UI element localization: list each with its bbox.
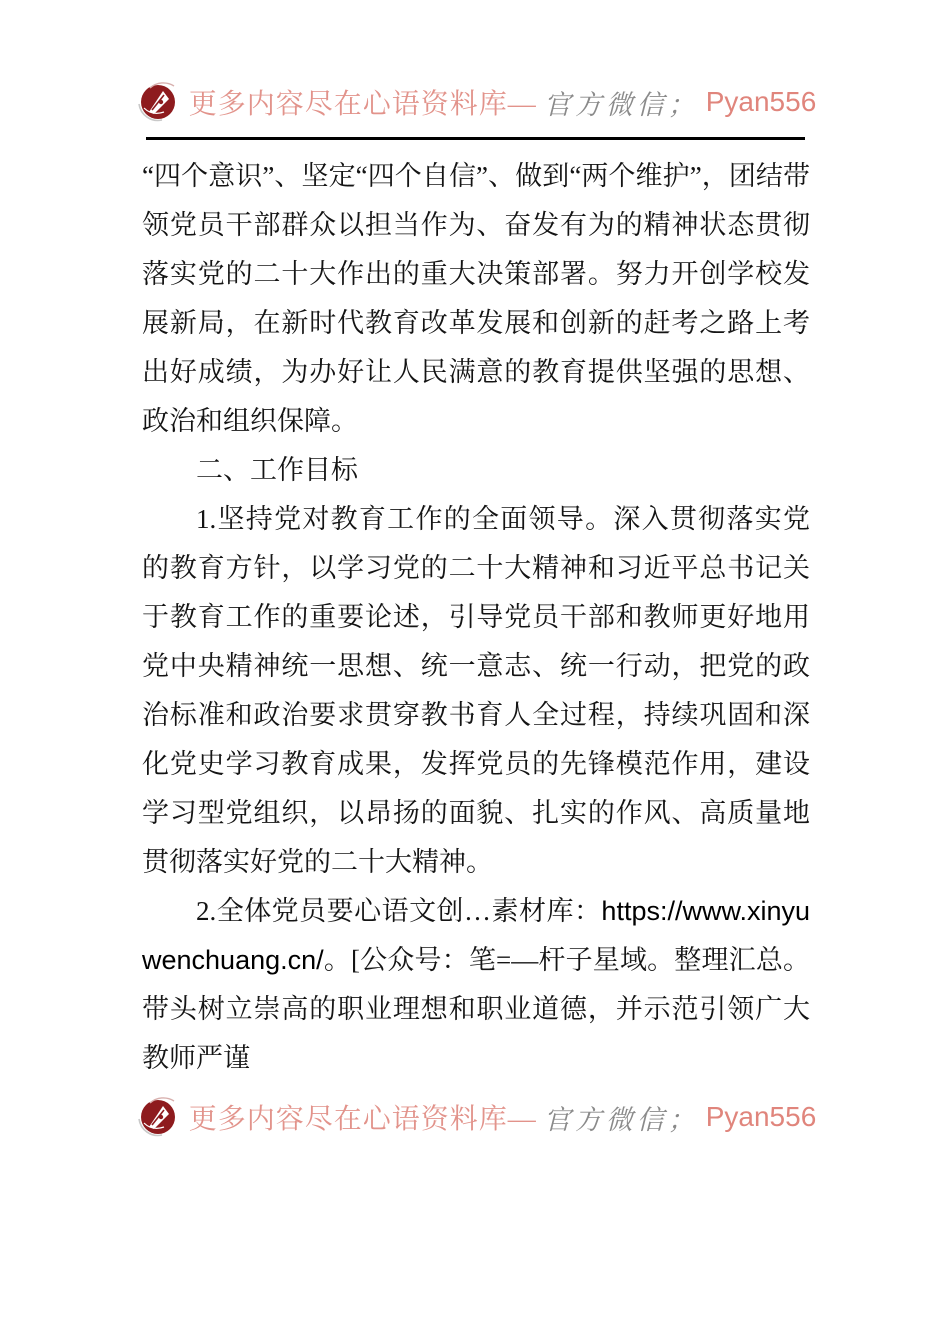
- paragraph-item-2-suffix: 。[公众号：笔=—杆子星域。整理汇总。带头树立崇高的职业理想和职业道德，并示范引领广大教师严谨: [142, 945, 810, 1073]
- section-heading: 二、工作目标: [196, 455, 358, 485]
- header-watermark: [0, 0, 950, 126]
- watermark-brand-text: 更多内容尽在心语资料库—: [188, 1104, 537, 1135]
- watermark-wechat-account: Pyan556: [705, 86, 817, 117]
- paragraph-item-2-prefix: 2.全体党员要心语文创…素材库：: [196, 896, 602, 926]
- watermark-wechat-account: Pyan556: [705, 1101, 817, 1132]
- document-body: [0, 140, 950, 1083]
- watermark-channel-label: 官方微信；: [543, 1104, 699, 1135]
- pen-nib-logo-icon: [134, 78, 182, 126]
- paragraph-item-2: [142, 887, 810, 1083]
- paragraph-item-1: 1.坚持党对教育工作的全面领导。深入贯彻落实党的教育方针，以学习党的二十大精神和习近平总书记关于教育工作的重要论述，引导党员干部和教师更好地用党中央精神统一思想、统一意志、统一行动，把党的政治标准和政治要求贯穿教书育人全过程，持续巩固和深化党史学习教育成果，发挥党员的先锋模范作用，建设学习型党组织，以昂扬的面貌、扎实的作风、高质量地贯彻落实好党的二十大精神。: [142, 504, 810, 877]
- pen-nib-logo-icon: [134, 1093, 182, 1141]
- footer-watermark: [0, 1093, 950, 1141]
- watermark-url-text: https://www.xinyuwenchuang.cn/: [142, 896, 810, 975]
- watermark-brand-text: 更多内容尽在心语资料库—: [188, 89, 537, 120]
- paragraph-continuation: “四个意识”、坚定“四个自信”、做到“两个维护”，团结带领党员干部群众以担当作为、奋发有为的精神状态贯彻落实党的二十大作出的重大决策部署。努力开创学校发展新局，在新时代教育改革发展和创新的赶考之路上考出好成绩，为办好让人民满意的教育提供坚强的思想、政治和组织保障。: [142, 161, 810, 436]
- watermark-channel-label: 官方微信；: [543, 89, 699, 120]
